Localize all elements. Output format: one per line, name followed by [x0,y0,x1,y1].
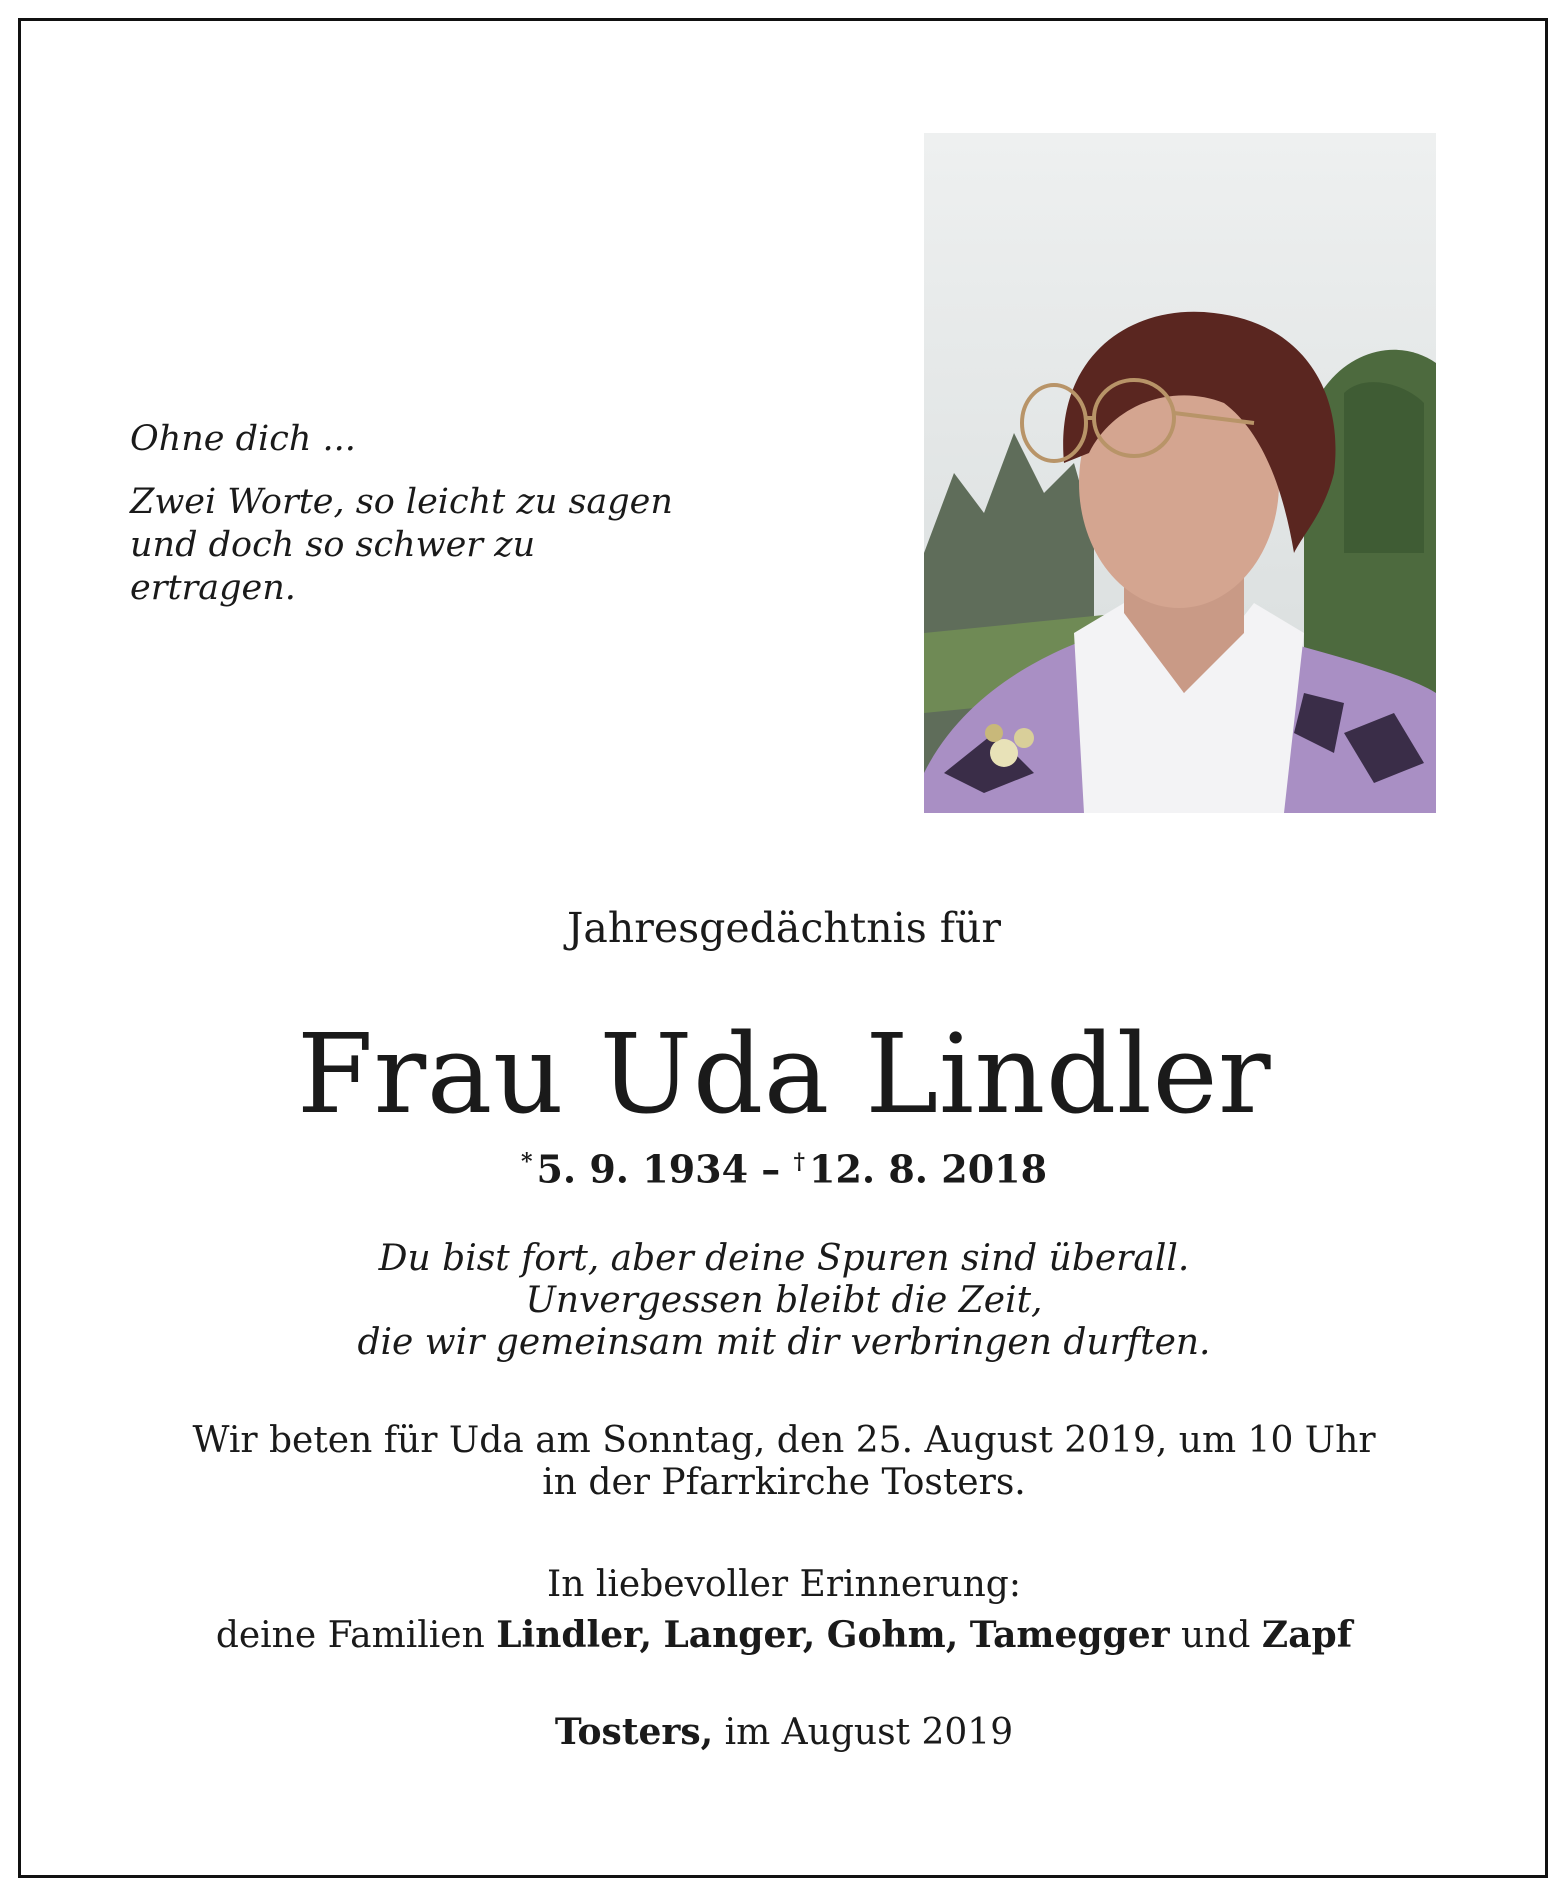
service-info [0,1420,1568,1504]
life-dates [0,1138,1568,1194]
family-name: Gohm, [826,1614,959,1656]
death-date: 12. 8. 2018 [809,1146,1048,1192]
date-separator: – [748,1146,794,1192]
place-town: Tosters, [554,1711,714,1753]
poem-line: Du bist fort, aber deine Spuren sind überall. [378,1238,1190,1279]
family-name: Langer, [663,1614,816,1656]
family-intro: In liebevoller Erinnerung: [547,1564,1021,1605]
portrait-image [924,133,1436,813]
service-line: Wir beten für Uda am Sonntag, den 25. August 2019, um 10 Uhr [192,1420,1376,1461]
portrait-photo [924,133,1436,813]
quote-line: Zwei Worte, so leicht zu sagen [130,482,673,522]
memorial-subtitle: Jahresgedächtnis für [566,904,1001,952]
family-conj: und [1169,1615,1262,1656]
family-names [0,1610,1568,1661]
death-symbol: † [793,1149,806,1175]
poem-line: Unvergessen bleibt die Zeit, [525,1280,1043,1321]
poem-line: die wir gemeinsam mit dir verbringen durften. [357,1322,1211,1363]
family-name: Lindler, [496,1614,653,1656]
place-month: im August 2019 [713,1712,1014,1753]
deceased-name: Frau Uda Lindler [296,1010,1272,1138]
quote-line: und doch so schwer zu ertragen. [130,525,536,608]
quote-line: Ohne dich ... [130,419,356,459]
poem-block [0,1238,1568,1364]
family-name: Zapf [1261,1614,1353,1656]
service-line: in der Pfarrkirche Tosters. [542,1462,1026,1503]
birth-symbol: * [520,1149,533,1175]
family-name: Tamegger [969,1614,1170,1656]
family-prefix: deine Familien [215,1615,497,1656]
quote-block [130,418,690,610]
birth-date: 5. 9. 1934 [536,1146,749,1192]
place-date [0,1710,1568,1755]
family-block [0,1560,1568,1661]
